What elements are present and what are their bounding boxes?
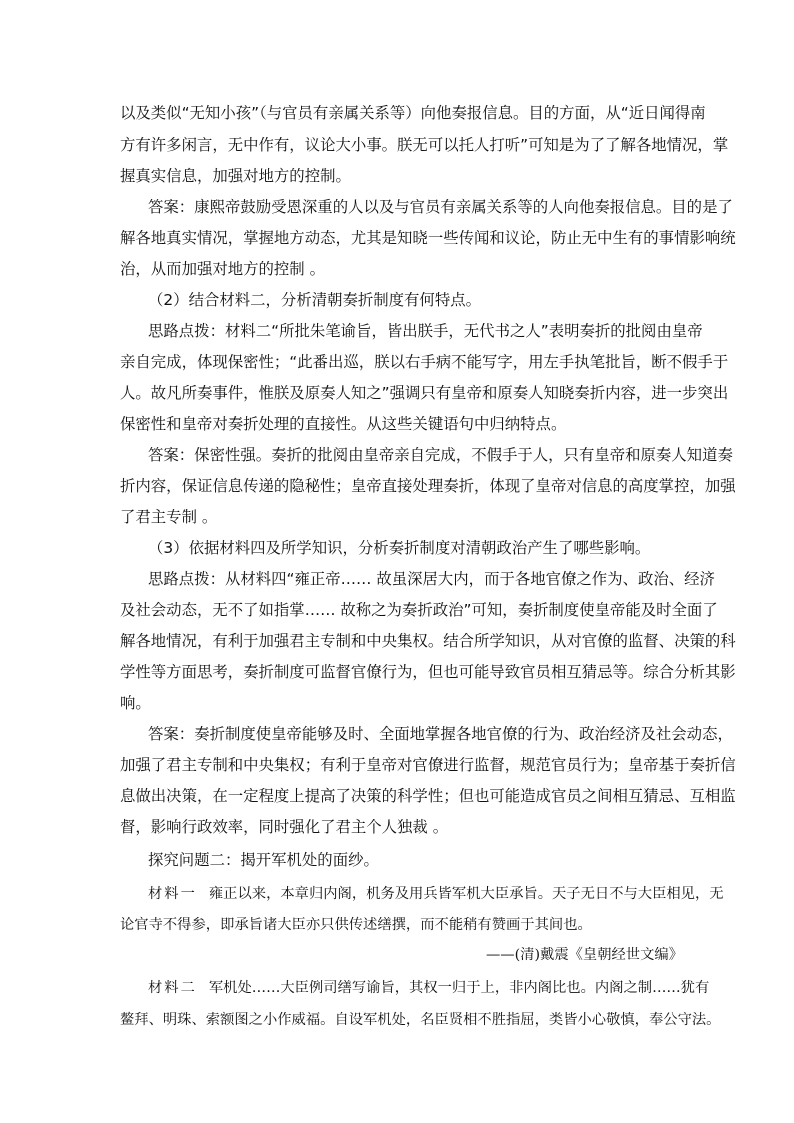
material-one-line: [148, 883, 724, 905]
hint-line: 思路点拨：从材料四“雍正帝…… 故虽深居大内，而于各地官僚之作为、政治、经济: [148, 570, 715, 588]
text-line: 方有许多闲言，无中作有，议论大小事。朕无可以托人打听”可知是为了了解各地情况，掌: [120, 136, 729, 154]
text-line: 响。: [120, 694, 151, 712]
text-line: 亲自完成，体现保密性；“此番出巡，朕以右手病不能写字，用左手执笔批旨，断不假手于: [120, 353, 729, 371]
material-two-label: 材料二: [148, 980, 197, 996]
text-line: 学性等方面思考，奏折制度可监督官僚行为，但也可能导致官员相互猜忌等。综合分析其影: [120, 663, 736, 681]
text-line: 加强了君主专制和中央集权；有利于皇帝对官僚进行监督，规范官员行为；皇帝基于奏折信: [120, 756, 736, 774]
text-line: 保密性和皇帝对奏折处理的直接性。从这些关键语句中归纳特点。: [120, 415, 567, 433]
text-line: 折内容，保证信息传递的隐秘性；皇帝直接处理奏折，体现了皇帝对信息的高度掌控，加强: [120, 477, 736, 495]
question-line: （2）结合材料二，分析清朝奏折制度有何特点。: [148, 291, 481, 309]
text-line: 了君主专制 。: [120, 508, 218, 526]
text-line: 治，从而加强对地方的控制 。: [120, 260, 325, 278]
answer-line: 答案：保密性强。奏折的批阅由皇帝亲自完成，不假手于人，只有皇帝和原奏人知道奏: [148, 446, 733, 464]
answer-line: 答案：奏折制度使皇帝能够及时、全面地掌握各地官僚的行为、政治经济及社会动态，: [148, 725, 733, 743]
text-line: 人。故凡所奏事件，惟朕及原奏人知之”强调只有皇帝和原奏人知晓奏折内容，进一步突出: [120, 384, 729, 402]
material-two-text: 军机处……大臣例司缮写谕旨，其权一归于上，非内阁比也。内阁之制……犹有: [208, 980, 710, 996]
text-line: 解各地真实情况，掌握地方动态，尤其是知晓一些传闻和议论，防止无中生有的事情影响统: [120, 229, 736, 247]
text-line: 及社会动态，无不了如指掌…… 故称之为奏折政治”可知，奏折制度使皇帝能及时全面了: [120, 601, 718, 619]
material-two-line: 鳌拜、明珠、索额图之小作威福。自设军机处，名臣贤相不胜指屈，类皆小心敬慎，奉公守法。: [120, 1012, 721, 1028]
text-line: 解各地情况，有利于加强君主专制和中央集权。结合所学知识，从对官僚的监督、决策的科: [120, 632, 736, 650]
answer-line: 答案：康熙帝鼓励受恩深重的人以及与官员有亲属关系等的人向他奏报信息。目的是了: [148, 198, 733, 216]
material-two-line: [148, 977, 710, 999]
text-line: 督，影响行政效率，同时强化了君主个人独裁 。: [120, 818, 449, 836]
question-line: （3）依据材料四及所学知识，分析奏折制度对清朝政治产生了哪些影响。: [148, 539, 651, 557]
material-one-source: ——(清)戴震《皇朝经世文编》: [485, 947, 683, 963]
material-one-label: 材料一: [148, 886, 197, 902]
hint-line: 思路点拨：材料二“所批朱笔谕旨，皆出朕手，无代书之人”表明奏折的批阅由皇帝: [148, 322, 703, 340]
text-line: 息做出决策，在一定程度上提高了决策的科学性；但也可能造成官员之间相互猜忌、互相监: [120, 787, 736, 805]
material-one-line: 论官寺不得参，即承旨诸大臣亦只供传述缮撰，而不能稍有赞画于其间也。: [120, 917, 592, 933]
text-line: 握真实信息，加强对地方的控制。: [120, 167, 351, 185]
material-one-text: 雍正以来，本章归内阁，机务及用兵皆军机大臣承旨。天子无日不与大臣相见，无: [208, 886, 724, 902]
section-heading: 探究问题二：揭开军机处的面纱。: [148, 851, 379, 869]
text-line: 以及类似“无知小孩”（与官员有亲属关系等）向他奏报信息。目的方面，从“近日闻得南: [120, 104, 706, 122]
